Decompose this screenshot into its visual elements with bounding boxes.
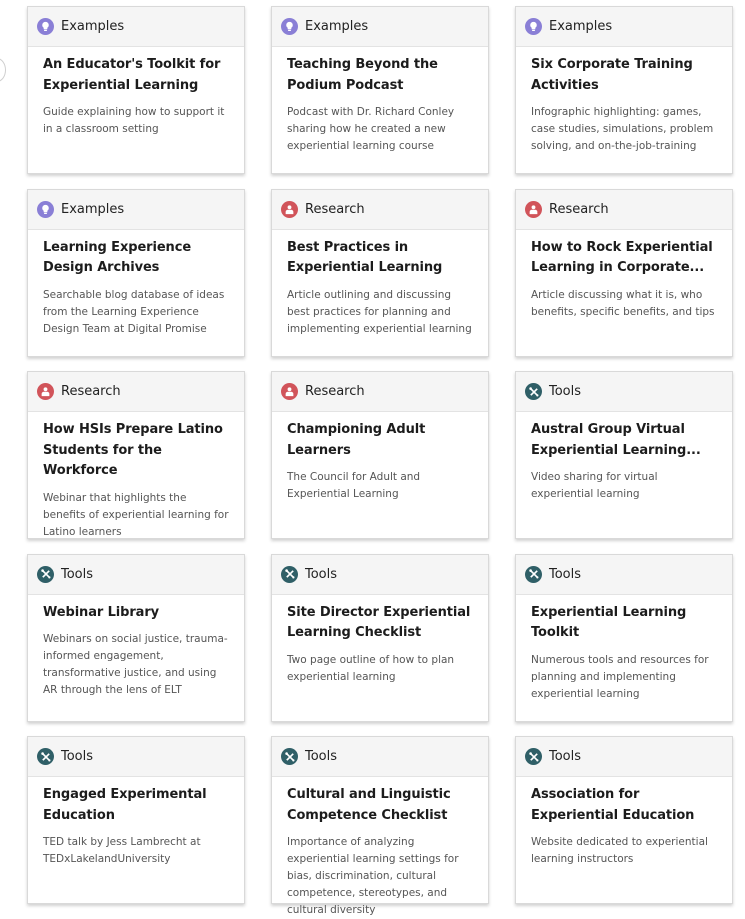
card-category-header (28, 555, 244, 595)
card-category-header (272, 7, 488, 47)
card-title: Austral Group Virtual Experiential Learning... (531, 422, 701, 458)
card-description: TED talk by Jess Lambrecht at TEDxLakelandUniversity (43, 836, 201, 865)
card-description: Numerous tools and resources for planning and implementing experiential learning (531, 653, 709, 700)
card-title: Teaching Beyond the Podium Podcast (287, 57, 438, 93)
tools-icon (37, 748, 54, 765)
card-description: Webinar that highlights the benefits of experiential learning for Latino learners (43, 491, 229, 538)
card-description: Article discussing what it is, who benefits, specific benefits, and tips (531, 288, 715, 318)
resource-card[interactable] (515, 6, 733, 174)
card-category-header (516, 372, 732, 412)
card-category-label: Tools (305, 566, 338, 582)
card-category-label: Research (305, 384, 365, 399)
card-body (28, 595, 244, 700)
card-title: Best Practices in Experiential Learning (287, 239, 443, 275)
card-body (272, 47, 488, 155)
person-icon (37, 383, 54, 400)
card-title: Championing Adult Learners (287, 422, 426, 458)
resource-card[interactable] (271, 736, 489, 916)
card-category-header (516, 555, 732, 595)
card-body (272, 412, 488, 503)
resource-card[interactable] (515, 189, 733, 357)
card-category-header (272, 190, 488, 230)
card-category-header (516, 7, 732, 47)
card-body (28, 47, 244, 138)
lightbulb-icon (37, 18, 54, 35)
resource-card-grid (27, 6, 733, 916)
card-category-label: Examples (61, 19, 125, 34)
card-title: Site Director Experiential Learning Checklist (287, 604, 471, 640)
lightbulb-icon (525, 18, 542, 35)
card-category-label: Examples (549, 19, 613, 34)
card-description: Webinars on social justice, trauma-informed engagement, transformative justice, and using AR through the lens of ELT (43, 633, 228, 696)
card-category-label: Research (305, 201, 365, 217)
card-body (516, 595, 732, 703)
card-title: Webinar Library (43, 604, 160, 620)
resource-card[interactable] (27, 736, 245, 904)
resource-card[interactable] (515, 554, 733, 722)
card-body (28, 412, 244, 541)
card-category-header (28, 737, 244, 777)
card-title: Cultural and Linguistic Competence Checklist (287, 787, 451, 823)
card-body (516, 412, 732, 503)
card-title: Engaged Experimental Education (43, 787, 207, 823)
lightbulb-icon (37, 201, 54, 218)
card-description: Video sharing for virtual experiential learning (531, 471, 658, 500)
card-category-label: Research (61, 384, 121, 399)
tools-icon (525, 566, 542, 583)
tools-icon (281, 748, 298, 765)
card-category-label: Tools (549, 749, 582, 764)
resource-card[interactable] (271, 189, 489, 357)
left-edge-element (0, 58, 6, 82)
card-description: Searchable blog database of ideas from the Learning Experience Design Team at Digital Promise (43, 288, 225, 335)
resource-card[interactable] (27, 554, 245, 722)
resource-card[interactable] (27, 6, 245, 174)
card-category-header (272, 372, 488, 412)
card-title: Six Corporate Training Activities (531, 57, 693, 93)
card-body (272, 777, 488, 919)
tools-icon (37, 566, 54, 583)
resource-card[interactable] (271, 6, 489, 174)
card-body (272, 230, 488, 338)
card-title: Learning Experience Design Archives (43, 239, 192, 275)
card-description: Website dedicated to experiential learning instructors (531, 836, 708, 865)
card-title: An Educator's Toolkit for Experiential Learning (43, 57, 221, 93)
card-category-label: Tools (549, 384, 582, 399)
card-category-header (28, 190, 244, 230)
card-category-header (28, 7, 244, 47)
card-body (28, 230, 244, 338)
card-description: Infographic highlighting: games, case studies, simulations, problem solving, and on-the-job-training (531, 106, 714, 152)
card-description: Article outlining and discussing best practices for planning and implementing experiential learning (287, 288, 472, 335)
card-category-label: Examples (305, 19, 369, 34)
card-category-header (28, 372, 244, 412)
card-category-header (516, 190, 732, 230)
card-title: Experiential Learning Toolkit (531, 604, 687, 640)
card-title: How to Rock Experiential Learning in Corporate... (531, 239, 713, 275)
card-body (272, 595, 488, 686)
card-category-label: Tools (305, 749, 338, 764)
card-category-label: Tools (549, 566, 582, 582)
card-description: Podcast with Dr. Richard Conley sharing how he created a new experiential learning course (287, 106, 455, 152)
person-icon (281, 201, 298, 218)
card-title: How HSIs Prepare Latino Students for the Workforce (43, 422, 223, 478)
resource-card[interactable] (27, 189, 245, 357)
person-icon (525, 201, 542, 218)
resource-card[interactable] (27, 371, 245, 539)
card-category-header (516, 737, 732, 777)
card-category-header (272, 737, 488, 777)
card-category-label: Tools (61, 566, 94, 582)
resource-card[interactable] (271, 371, 489, 539)
resource-card[interactable] (515, 371, 733, 539)
tools-icon (281, 566, 298, 583)
card-body (516, 777, 732, 868)
card-description: Importance of analyzing experiential learning settings for bias, discrimination, cultural competence, stereotypes, and cultural diversity (287, 836, 459, 916)
resource-card[interactable] (271, 554, 489, 722)
tools-icon (525, 383, 542, 400)
card-description: The Council for Adult and Experiential Learning (287, 471, 421, 500)
card-body (516, 47, 732, 155)
card-body (516, 230, 732, 321)
lightbulb-icon (281, 18, 298, 35)
tools-icon (525, 748, 542, 765)
card-body (28, 777, 244, 868)
card-description: Guide explaining how to support it in a classroom setting (43, 106, 225, 135)
card-category-header (272, 555, 488, 595)
card-category-label: Tools (61, 749, 94, 764)
card-category-label: Research (549, 201, 609, 217)
card-description: Two page outline of how to plan experiential learning (287, 653, 455, 683)
card-title: Association for Experiential Education (531, 787, 695, 823)
person-icon (281, 383, 298, 400)
resource-card[interactable] (515, 736, 733, 904)
card-category-label: Examples (61, 201, 125, 217)
